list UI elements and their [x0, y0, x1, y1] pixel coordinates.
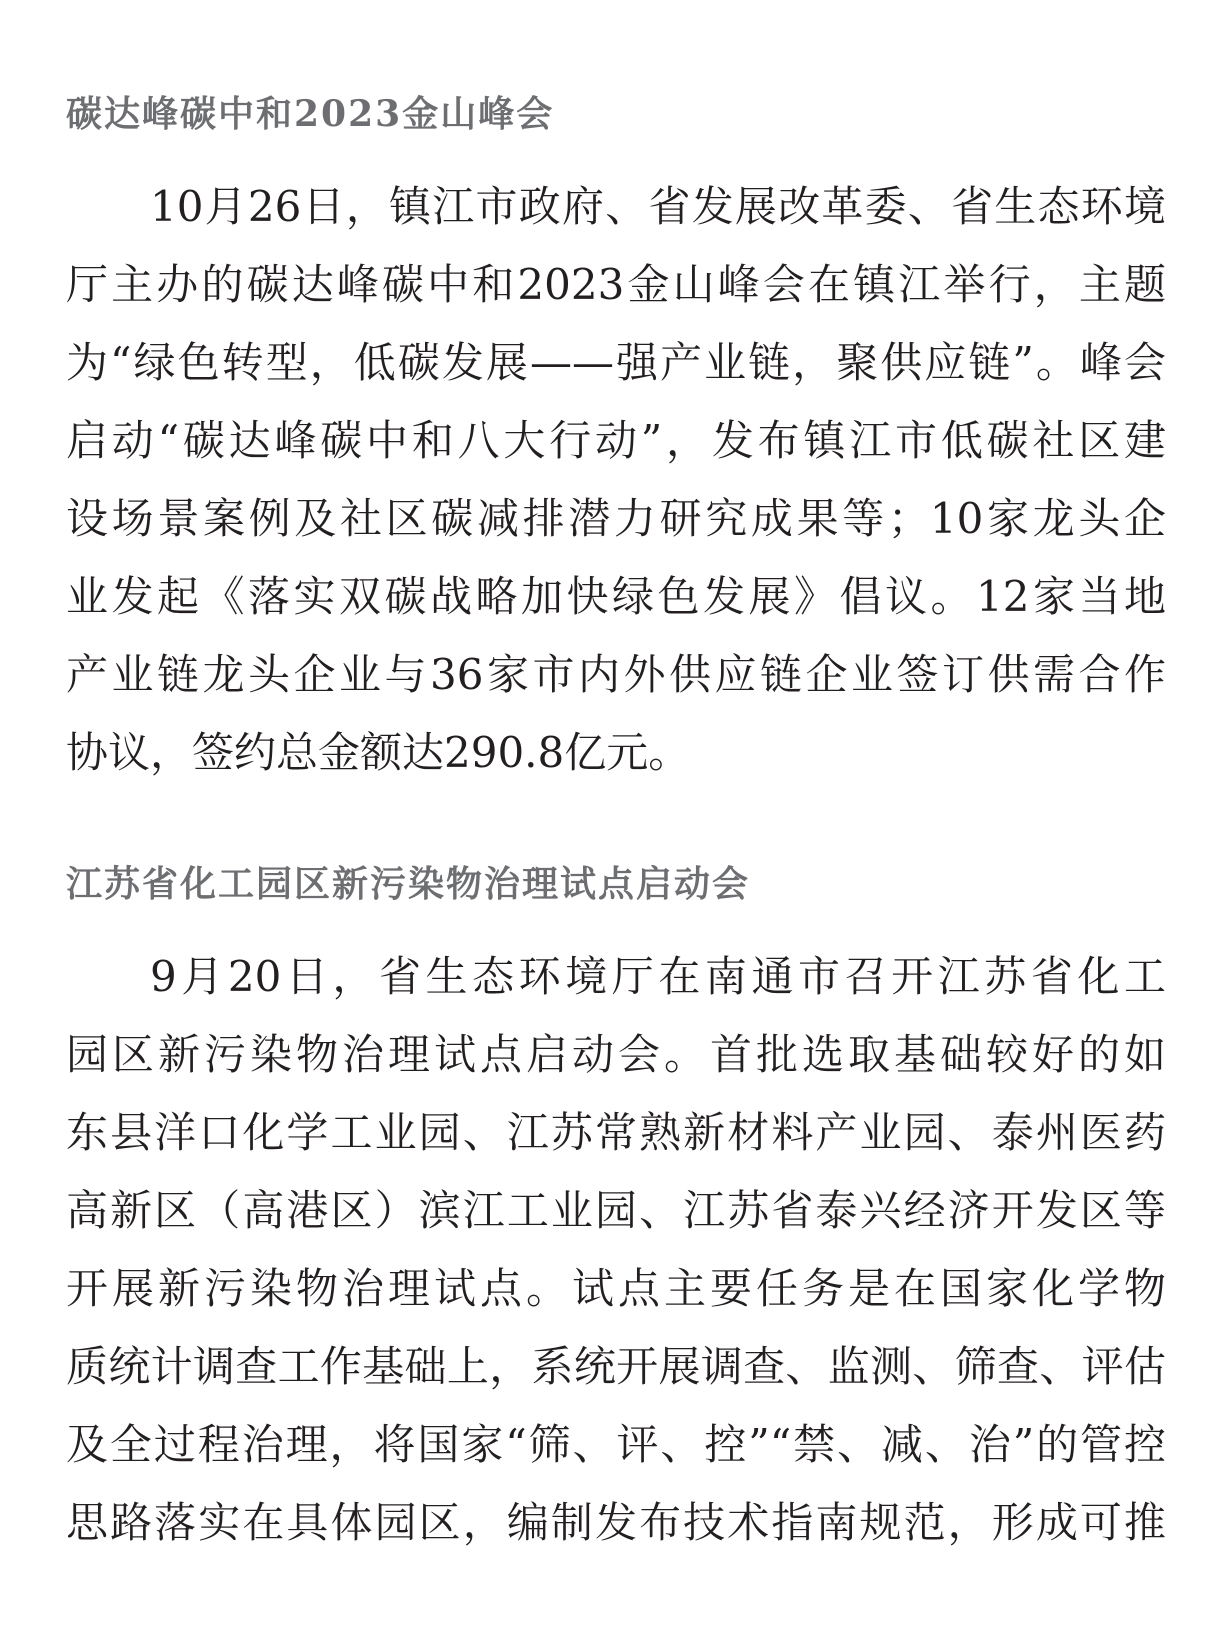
section-title: 碳达峰碳中和2023金山峰会: [66, 93, 555, 135]
paragraph-line: 产业链龙头企业与36家市内外供应链企业签订供需合作: [66, 650, 1166, 699]
paragraph-line: 思路落实在具体园区，编制发布技术指南规范，形成可推: [66, 1498, 1166, 1547]
paragraph-line: 为“绿色转型，低碳发展——强产业链，聚供应链”。峰会: [66, 338, 1166, 387]
paragraph-line: 启动“碳达峰碳中和八大行动”，发布镇江市低碳社区建: [66, 416, 1166, 465]
paragraph-line: 高新区（高港区）滨江工业园、江苏省泰兴经济开发区等: [66, 1186, 1166, 1235]
paragraph-line: 协议，签约总金额达290.8亿元。: [66, 728, 691, 777]
paragraph-line: 9月20日，省生态环境厅在南通市召开江苏省化工: [150, 952, 1166, 1001]
paragraph-line: 及全过程治理，将国家“筛、评、控”“禁、减、治”的管控: [66, 1420, 1166, 1469]
paragraph-line: 开展新污染物治理试点。试点主要任务是在国家化学物: [66, 1264, 1166, 1313]
paragraph-line: 厅主办的碳达峰碳中和2023金山峰会在镇江举行，主题: [66, 260, 1166, 309]
paragraph-line: 设场景案例及社区碳减排潜力研究成果等；10家龙头企: [66, 494, 1166, 543]
paragraph-line: 质统计调查工作基础上，系统开展调查、监测、筛查、评估: [66, 1342, 1166, 1391]
paragraph-line: 园区新污染物治理试点启动会。首批选取基础较好的如: [66, 1030, 1166, 1079]
paragraph-line: 10月26日，镇江市政府、省发展改革委、省生态环境: [150, 182, 1166, 231]
paragraph-line: 东县洋口化学工业园、江苏常熟新材料产业园、泰州医药: [66, 1108, 1166, 1157]
section-title: 江苏省化工园区新污染物治理试点启动会: [66, 863, 751, 905]
paragraph-line: 业发起《落实双碳战略加快绿色发展》倡议。12家当地: [66, 572, 1166, 621]
